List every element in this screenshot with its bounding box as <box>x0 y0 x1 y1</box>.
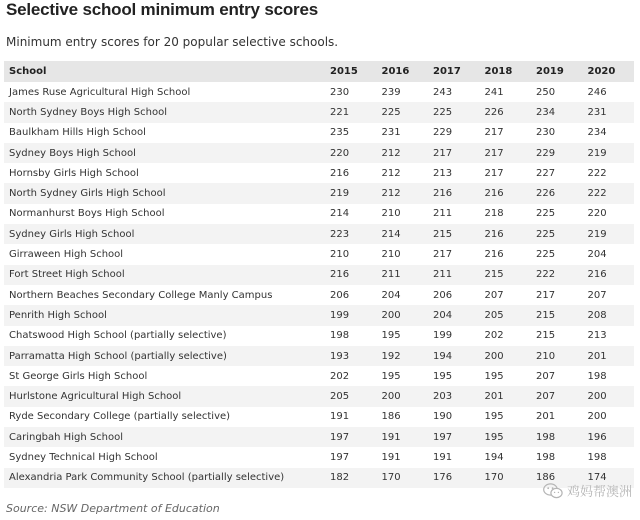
score-cell: 205 <box>480 305 532 325</box>
score-cell: 200 <box>377 305 429 325</box>
table-row <box>4 143 634 163</box>
page-title: Selective school minimum entry scores <box>6 0 318 19</box>
score-cell: 176 <box>428 468 480 488</box>
school-name-cell: Normanhurst Boys High School <box>4 204 325 224</box>
table-row <box>4 346 634 366</box>
score-cell: 212 <box>377 143 429 163</box>
score-cell: 207 <box>583 285 635 305</box>
score-cell: 210 <box>325 244 377 264</box>
page-subtitle: Minimum entry scores for 20 popular selective schools. <box>6 35 339 49</box>
score-cell: 250 <box>531 82 583 102</box>
score-cell: 216 <box>325 163 377 183</box>
table-row <box>4 468 634 488</box>
score-cell: 219 <box>583 224 635 244</box>
score-cell: 214 <box>377 224 429 244</box>
school-name-cell: Sydney Technical High School <box>4 447 325 467</box>
score-cell: 200 <box>583 407 635 427</box>
score-cell: 230 <box>531 123 583 143</box>
score-cell: 200 <box>583 386 635 406</box>
score-cell: 208 <box>583 305 635 325</box>
table-row <box>4 244 634 264</box>
score-cell: 190 <box>428 407 480 427</box>
score-cell: 204 <box>428 305 480 325</box>
school-name-cell: James Ruse Agricultural High School <box>4 82 325 102</box>
score-cell: 220 <box>583 204 635 224</box>
score-cell: 199 <box>428 326 480 346</box>
score-cell: 191 <box>325 407 377 427</box>
score-cell: 201 <box>531 407 583 427</box>
score-cell: 220 <box>325 143 377 163</box>
score-cell: 231 <box>377 123 429 143</box>
score-cell: 246 <box>583 82 635 102</box>
school-name-cell: St George Girls High School <box>4 366 325 386</box>
score-cell: 201 <box>583 346 635 366</box>
school-name-cell: Sydney Boys High School <box>4 143 325 163</box>
score-cell: 193 <box>325 346 377 366</box>
score-cell: 217 <box>428 143 480 163</box>
table-row <box>4 366 634 386</box>
watermark <box>543 481 632 500</box>
table-row <box>4 183 634 203</box>
score-cell: 207 <box>480 285 532 305</box>
score-cell: 212 <box>377 163 429 183</box>
school-name-cell: Penrith High School <box>4 305 325 325</box>
score-cell: 225 <box>377 102 429 122</box>
score-cell: 196 <box>583 427 635 447</box>
school-name-cell: Chatswood High School (partially selective) <box>4 326 325 346</box>
school-name-cell: Caringbah High School <box>4 427 325 447</box>
score-cell: 194 <box>428 346 480 366</box>
score-cell: 234 <box>583 123 635 143</box>
school-name-cell: Northern Beaches Secondary College Manly Campus <box>4 285 325 305</box>
score-cell: 225 <box>531 224 583 244</box>
table-row <box>4 224 634 244</box>
column-header-2017: 2017 <box>428 61 480 82</box>
score-cell: 200 <box>377 386 429 406</box>
table-row <box>4 102 634 122</box>
table-row <box>4 204 634 224</box>
school-name-cell: North Sydney Girls High School <box>4 183 325 203</box>
score-cell: 210 <box>377 204 429 224</box>
score-cell: 186 <box>377 407 429 427</box>
score-cell: 219 <box>583 143 635 163</box>
table-row <box>4 305 634 325</box>
school-name-cell: Hornsby Girls High School <box>4 163 325 183</box>
score-cell: 198 <box>531 427 583 447</box>
score-cell: 200 <box>480 346 532 366</box>
table-row <box>4 285 634 305</box>
score-cell: 170 <box>377 468 429 488</box>
scores-table <box>4 61 634 488</box>
score-cell: 197 <box>325 427 377 447</box>
score-cell: 217 <box>531 285 583 305</box>
score-cell: 210 <box>377 244 429 264</box>
score-cell: 227 <box>531 163 583 183</box>
score-cell: 198 <box>325 326 377 346</box>
score-cell: 203 <box>428 386 480 406</box>
score-cell: 195 <box>480 366 532 386</box>
table-header-row <box>4 61 634 82</box>
score-cell: 217 <box>480 143 532 163</box>
score-cell: 174 <box>583 468 635 488</box>
score-cell: 191 <box>428 447 480 467</box>
column-header-2015: 2015 <box>325 61 377 82</box>
table-row <box>4 326 634 346</box>
score-cell: 216 <box>480 244 532 264</box>
score-cell: 195 <box>377 326 429 346</box>
score-cell: 211 <box>377 265 429 285</box>
score-cell: 231 <box>583 102 635 122</box>
score-cell: 215 <box>428 224 480 244</box>
score-cell: 225 <box>531 244 583 264</box>
score-cell: 239 <box>377 82 429 102</box>
score-cell: 198 <box>583 447 635 467</box>
score-cell: 213 <box>583 326 635 346</box>
score-cell: 215 <box>531 305 583 325</box>
score-cell: 191 <box>377 447 429 467</box>
score-cell: 191 <box>377 427 429 447</box>
score-cell: 229 <box>531 143 583 163</box>
score-cell: 219 <box>325 183 377 203</box>
table-body <box>4 82 634 488</box>
school-name-cell: Alexandria Park Community School (partially selective) <box>4 468 325 488</box>
score-cell: 221 <box>325 102 377 122</box>
score-cell: 225 <box>531 204 583 224</box>
score-cell: 211 <box>428 265 480 285</box>
table-row <box>4 82 634 102</box>
school-name-cell: Parramatta High School (partially selective) <box>4 346 325 366</box>
score-cell: 207 <box>531 366 583 386</box>
score-cell: 202 <box>480 326 532 346</box>
score-cell: 210 <box>531 346 583 366</box>
column-header-2020: 2020 <box>583 61 635 82</box>
score-cell: 195 <box>377 366 429 386</box>
wechat-icon <box>543 483 563 499</box>
score-cell: 234 <box>531 102 583 122</box>
score-cell: 223 <box>325 224 377 244</box>
score-cell: 204 <box>583 244 635 264</box>
score-cell: 215 <box>531 326 583 346</box>
score-cell: 216 <box>480 183 532 203</box>
score-cell: 241 <box>480 82 532 102</box>
table-row <box>4 265 634 285</box>
scores-table-container <box>4 61 634 488</box>
score-cell: 192 <box>377 346 429 366</box>
score-cell: 198 <box>583 366 635 386</box>
school-name-cell: Sydney Girls High School <box>4 224 325 244</box>
column-header-school: School <box>4 61 325 82</box>
score-cell: 216 <box>480 224 532 244</box>
score-cell: 195 <box>480 407 532 427</box>
score-cell: 225 <box>428 102 480 122</box>
score-cell: 206 <box>428 285 480 305</box>
score-cell: 222 <box>531 265 583 285</box>
score-cell: 226 <box>480 102 532 122</box>
score-cell: 226 <box>531 183 583 203</box>
column-header-2016: 2016 <box>377 61 429 82</box>
table-row <box>4 407 634 427</box>
score-cell: 182 <box>325 468 377 488</box>
score-cell: 213 <box>428 163 480 183</box>
score-cell: 212 <box>377 183 429 203</box>
score-cell: 197 <box>325 447 377 467</box>
school-name-cell: Girraween High School <box>4 244 325 264</box>
score-cell: 198 <box>531 447 583 467</box>
school-name-cell: Fort Street High School <box>4 265 325 285</box>
score-cell: 230 <box>325 82 377 102</box>
column-header-2018: 2018 <box>480 61 532 82</box>
school-name-cell: North Sydney Boys High School <box>4 102 325 122</box>
table-row <box>4 123 634 143</box>
score-cell: 216 <box>428 183 480 203</box>
score-cell: 243 <box>428 82 480 102</box>
score-cell: 206 <box>325 285 377 305</box>
table-row <box>4 386 634 406</box>
score-cell: 229 <box>428 123 480 143</box>
score-cell: 216 <box>583 265 635 285</box>
score-cell: 199 <box>325 305 377 325</box>
score-cell: 214 <box>325 204 377 224</box>
score-cell: 211 <box>428 204 480 224</box>
school-name-cell: Hurlstone Agricultural High School <box>4 386 325 406</box>
school-name-cell: Baulkham Hills High School <box>4 123 325 143</box>
score-cell: 222 <box>583 183 635 203</box>
school-name-cell: Ryde Secondary College (partially selective) <box>4 407 325 427</box>
score-cell: 222 <box>583 163 635 183</box>
score-cell: 170 <box>480 468 532 488</box>
score-cell: 218 <box>480 204 532 224</box>
score-cell: 235 <box>325 123 377 143</box>
score-cell: 217 <box>480 163 532 183</box>
column-header-2019: 2019 <box>531 61 583 82</box>
score-cell: 201 <box>480 386 532 406</box>
watermark-text: 鸡妈帮澳洲 <box>566 485 632 500</box>
score-cell: 195 <box>480 427 532 447</box>
score-cell: 217 <box>480 123 532 143</box>
table-row <box>4 427 634 447</box>
score-cell: 194 <box>480 447 532 467</box>
score-cell: 197 <box>428 427 480 447</box>
score-cell: 207 <box>531 386 583 406</box>
score-cell: 195 <box>428 366 480 386</box>
score-cell: 186 <box>531 468 583 488</box>
score-cell: 216 <box>325 265 377 285</box>
score-cell: 205 <box>325 386 377 406</box>
table-row <box>4 447 634 467</box>
source-note: Source: NSW Department of Education <box>6 502 220 515</box>
score-cell: 204 <box>377 285 429 305</box>
score-cell: 215 <box>480 265 532 285</box>
score-cell: 202 <box>325 366 377 386</box>
table-row <box>4 163 634 183</box>
score-cell: 217 <box>428 244 480 264</box>
